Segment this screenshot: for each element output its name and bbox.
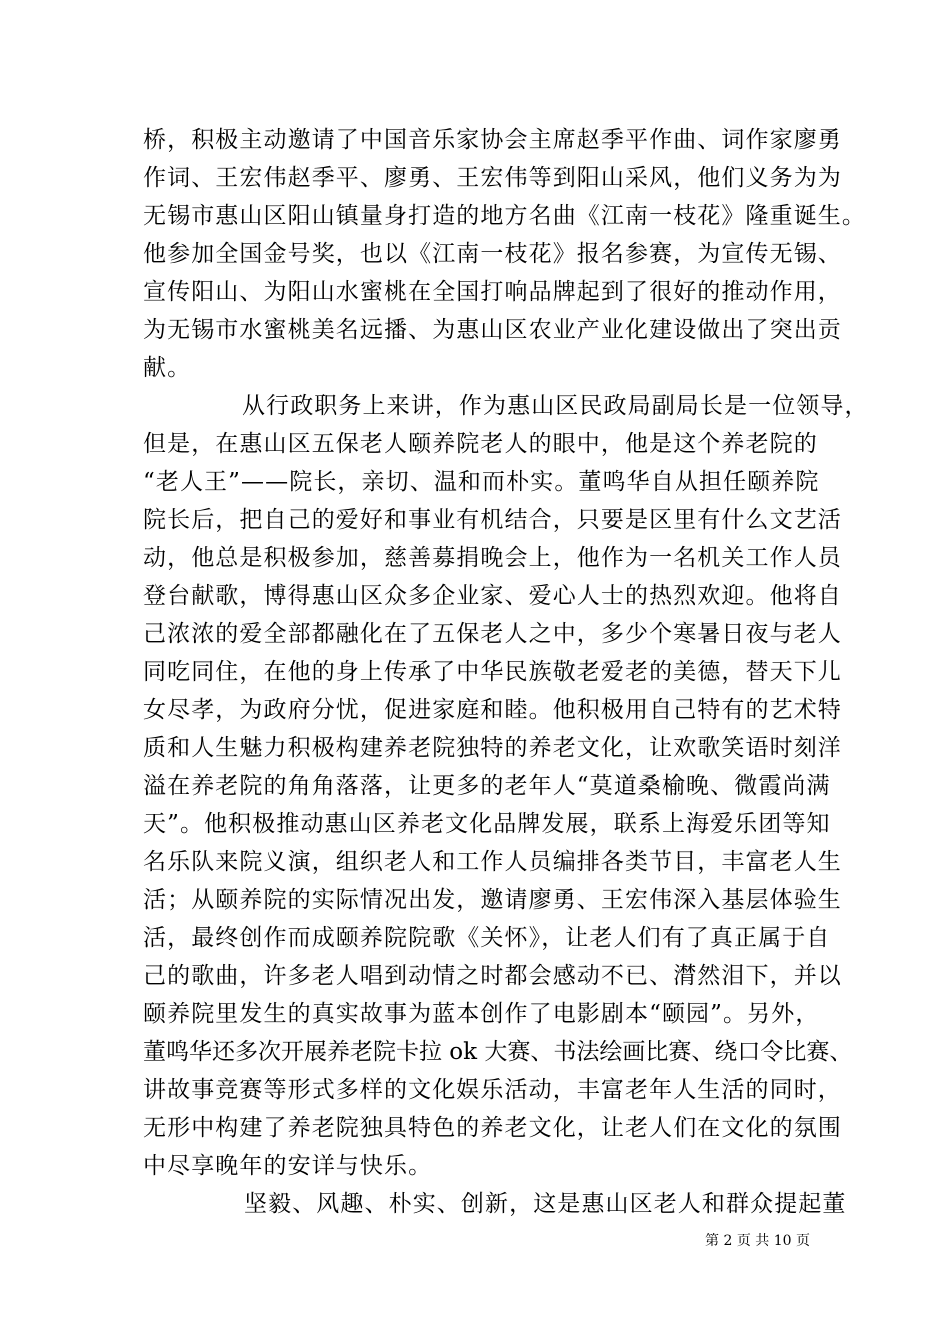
paragraph-2-line-16: 己的歌曲，许多老人唱到动情之时都会感动不已、潸然泪下，并以: [143, 963, 842, 989]
paragraph-1-line-4: 他参加全国金号奖，也以《江南一枝花》报名参赛，为宣传无锡、: [143, 241, 842, 267]
paragraph-1-line-1: 桥，积极主动邀请了中国音乐家协会主席赵季平作曲、词作家廖勇: [143, 127, 842, 153]
paragraph-1-line-2: 作词、王宏伟赵季平、廖勇、王宏伟等到阳山采风，他们义务为为: [143, 165, 842, 191]
paragraph-2-line-7: 己浓浓的爱全部都融化在了五保老人之中，多少个寒暑日夜与老人: [143, 621, 842, 647]
paragraph-2-line-11: 溢在养老院的角角落落，让更多的老年人“莫道桑榆晚、微霞尚满: [143, 773, 831, 799]
paragraph-1-line-7: 献。: [143, 355, 192, 381]
paragraph-1-line-5: 宣传阳山、为阳山水蜜桃在全国打响品牌起到了很好的推动作用，: [143, 279, 842, 305]
paragraph-2-line-8: 同吃同住，在他的身上传承了中华民族敬老爱老的美德，替天下儿: [143, 659, 842, 685]
paragraph-2-line-5: 动，他总是积极参加，慈善募捐晚会上，他作为一名机关工作人员: [143, 545, 842, 571]
paragraph-3-line-1: 坚毅、风趣、朴实、创新，这是惠山区老人和群众提起董: [244, 1191, 847, 1217]
paragraph-1-line-6: 为无锡市水蜜桃美名远播、为惠山区农业产业化建设做出了突出贡: [143, 317, 842, 343]
paragraph-2-line-15: 活，最终创作而成颐养院院歌《关怀》，让老人们有了真正属于自: [143, 925, 831, 951]
paragraph-2-line-1: 从行政职务上来讲，作为惠山区民政局副局长是一位领导，: [242, 393, 869, 419]
paragraph-2-line-2: 但是，在惠山区五保老人颐养院老人的眼中，他是这个养老院的: [143, 431, 818, 457]
page-number-footer: 第 2 页 共 10 页: [705, 1233, 810, 1249]
paragraph-2-line-4: 院长后，把自己的爱好和事业有机结合，只要是区里有什么文艺活: [143, 507, 842, 533]
paragraph-2-line-18: 董鸣华还多次开展养老院卡拉 ok 大赛、书法绘画比赛、绕口令比赛、: [143, 1039, 853, 1065]
paragraph-2-line-10: 质和人生魅力积极构建养老院独特的养老文化，让欢歌笑语时刻洋: [143, 735, 842, 761]
paragraph-2-line-9: 女尽孝，为政府分忧，促进家庭和睦。他积极用自己特有的艺术特: [143, 697, 842, 723]
paragraph-2-line-3: “老人王”——院长，亲切、温和而朴实。董鸣华自从担任颐养院: [143, 469, 820, 495]
paragraph-1-line-3: 无锡市惠山区阳山镇量身打造的地方名曲《江南一枝花》隆重诞生。: [143, 203, 866, 229]
paragraph-2-line-14: 活；从颐养院的实际情况出发，邀请廖勇、王宏伟深入基层体验生: [143, 887, 842, 913]
paragraph-2-line-6: 登台献歌，博得惠山区众多企业家、爱心人士的热烈欢迎。他将自: [143, 583, 842, 609]
paragraph-2-line-12: 天”。他积极推动惠山区养老文化品牌发展，联系上海爱乐团等知: [143, 811, 831, 837]
paragraph-2-line-19: 讲故事竞赛等形式多样的文化娱乐活动，丰富老年人生活的同时，: [143, 1077, 842, 1103]
paragraph-2-line-20: 无形中构建了养老院独具特色的养老文化，让老人们在文化的氛围: [143, 1115, 842, 1141]
paragraph-2-line-17: 颐养院里发生的真实故事为蓝本创作了电影剧本“颐园”。另外，: [143, 1001, 820, 1027]
paragraph-2-line-21: 中尽享晚年的安详与快乐。: [143, 1153, 433, 1179]
paragraph-2-line-13: 名乐队来院义演，组织老人和工作人员编排各类节目，丰富老人生: [143, 849, 842, 875]
